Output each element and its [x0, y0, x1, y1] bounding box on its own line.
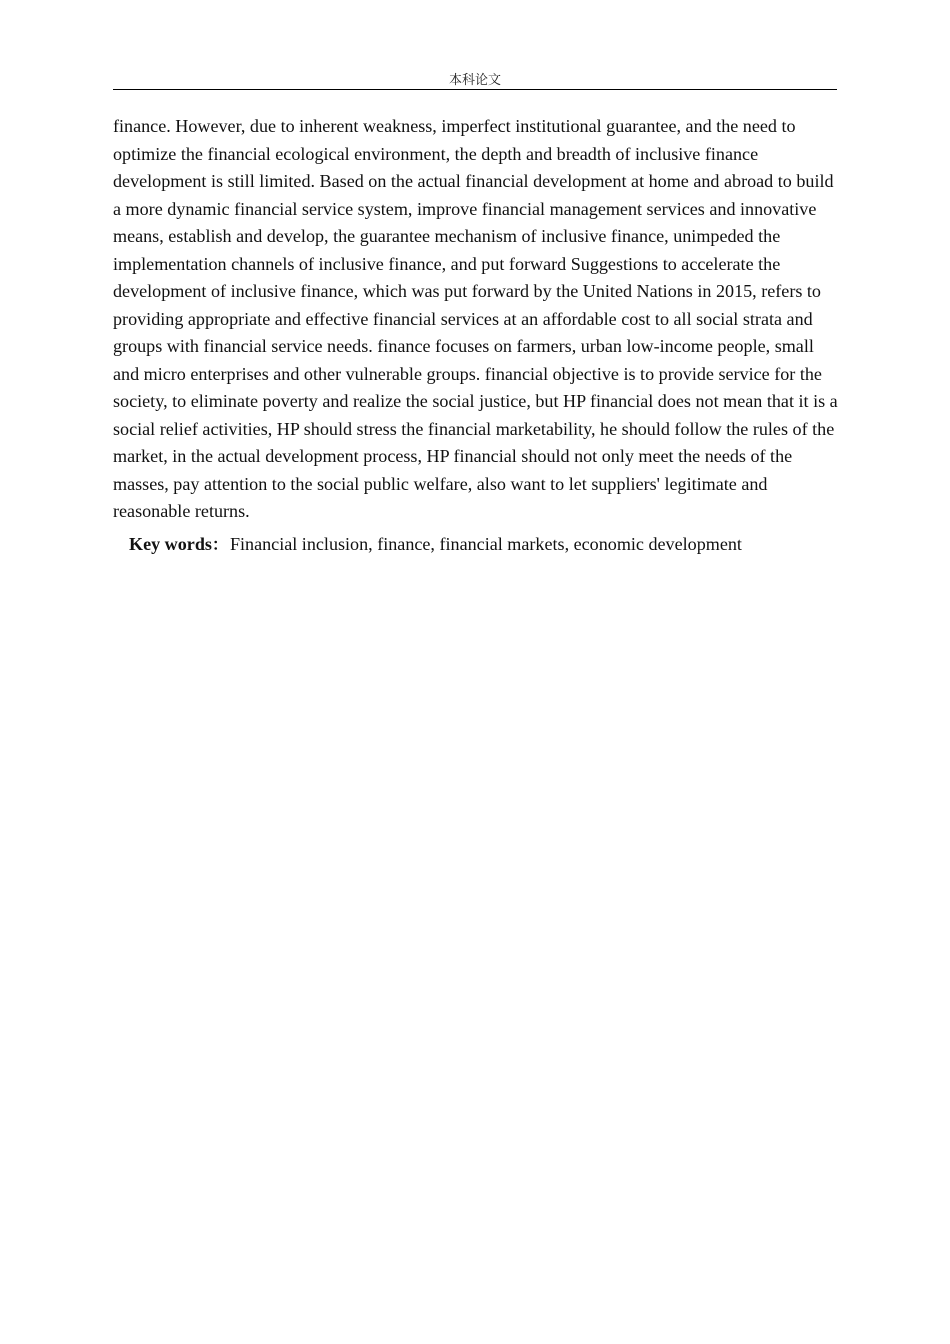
keywords-separator: ：: [211, 535, 228, 554]
running-header: 本科论文: [448, 73, 501, 88]
keywords-label: Key words: [129, 534, 212, 554]
header-rule: [113, 89, 837, 90]
keywords-line: [129, 531, 840, 559]
keywords-value: Financial inclusion, finance, financial markets, economic development: [229, 534, 742, 554]
abstract-paragraph: finance. However, due to inherent weakness, imperfect institutional guarantee, and the need to optimize the financial ecological environment, the depth and breadth of inclusive finance development is still limited. Based on the actual financial development at home and abroad to build a more dynamic financial service system, improve financial management services and innovative means, establish and develop, the guarantee mechanism of inclusive finance, unimpeded the implementation channels of inclusive finance, and put forward Suggestions to accelerate the development of inclusive finance, which was put forward by the United Nations in 2015, refers to providing appropriate and effective financial services at an affordable cost to all social strata and groups with financial service needs. finance focuses on farmers, urban low-income people, small and micro enterprises and other vulnerable groups. financial objective is to provide service for the society, to eliminate poverty and realize the social justice, but HP financial does not mean that it is a social relief activities, HP should stress the financial marketability, he should follow the rules of the market, in the actual development process, HP financial should not only meet the needs of the masses, pay attention to the social public welfare, also want to let suppliers' legitimate and reasonable returns.: [113, 116, 838, 521]
